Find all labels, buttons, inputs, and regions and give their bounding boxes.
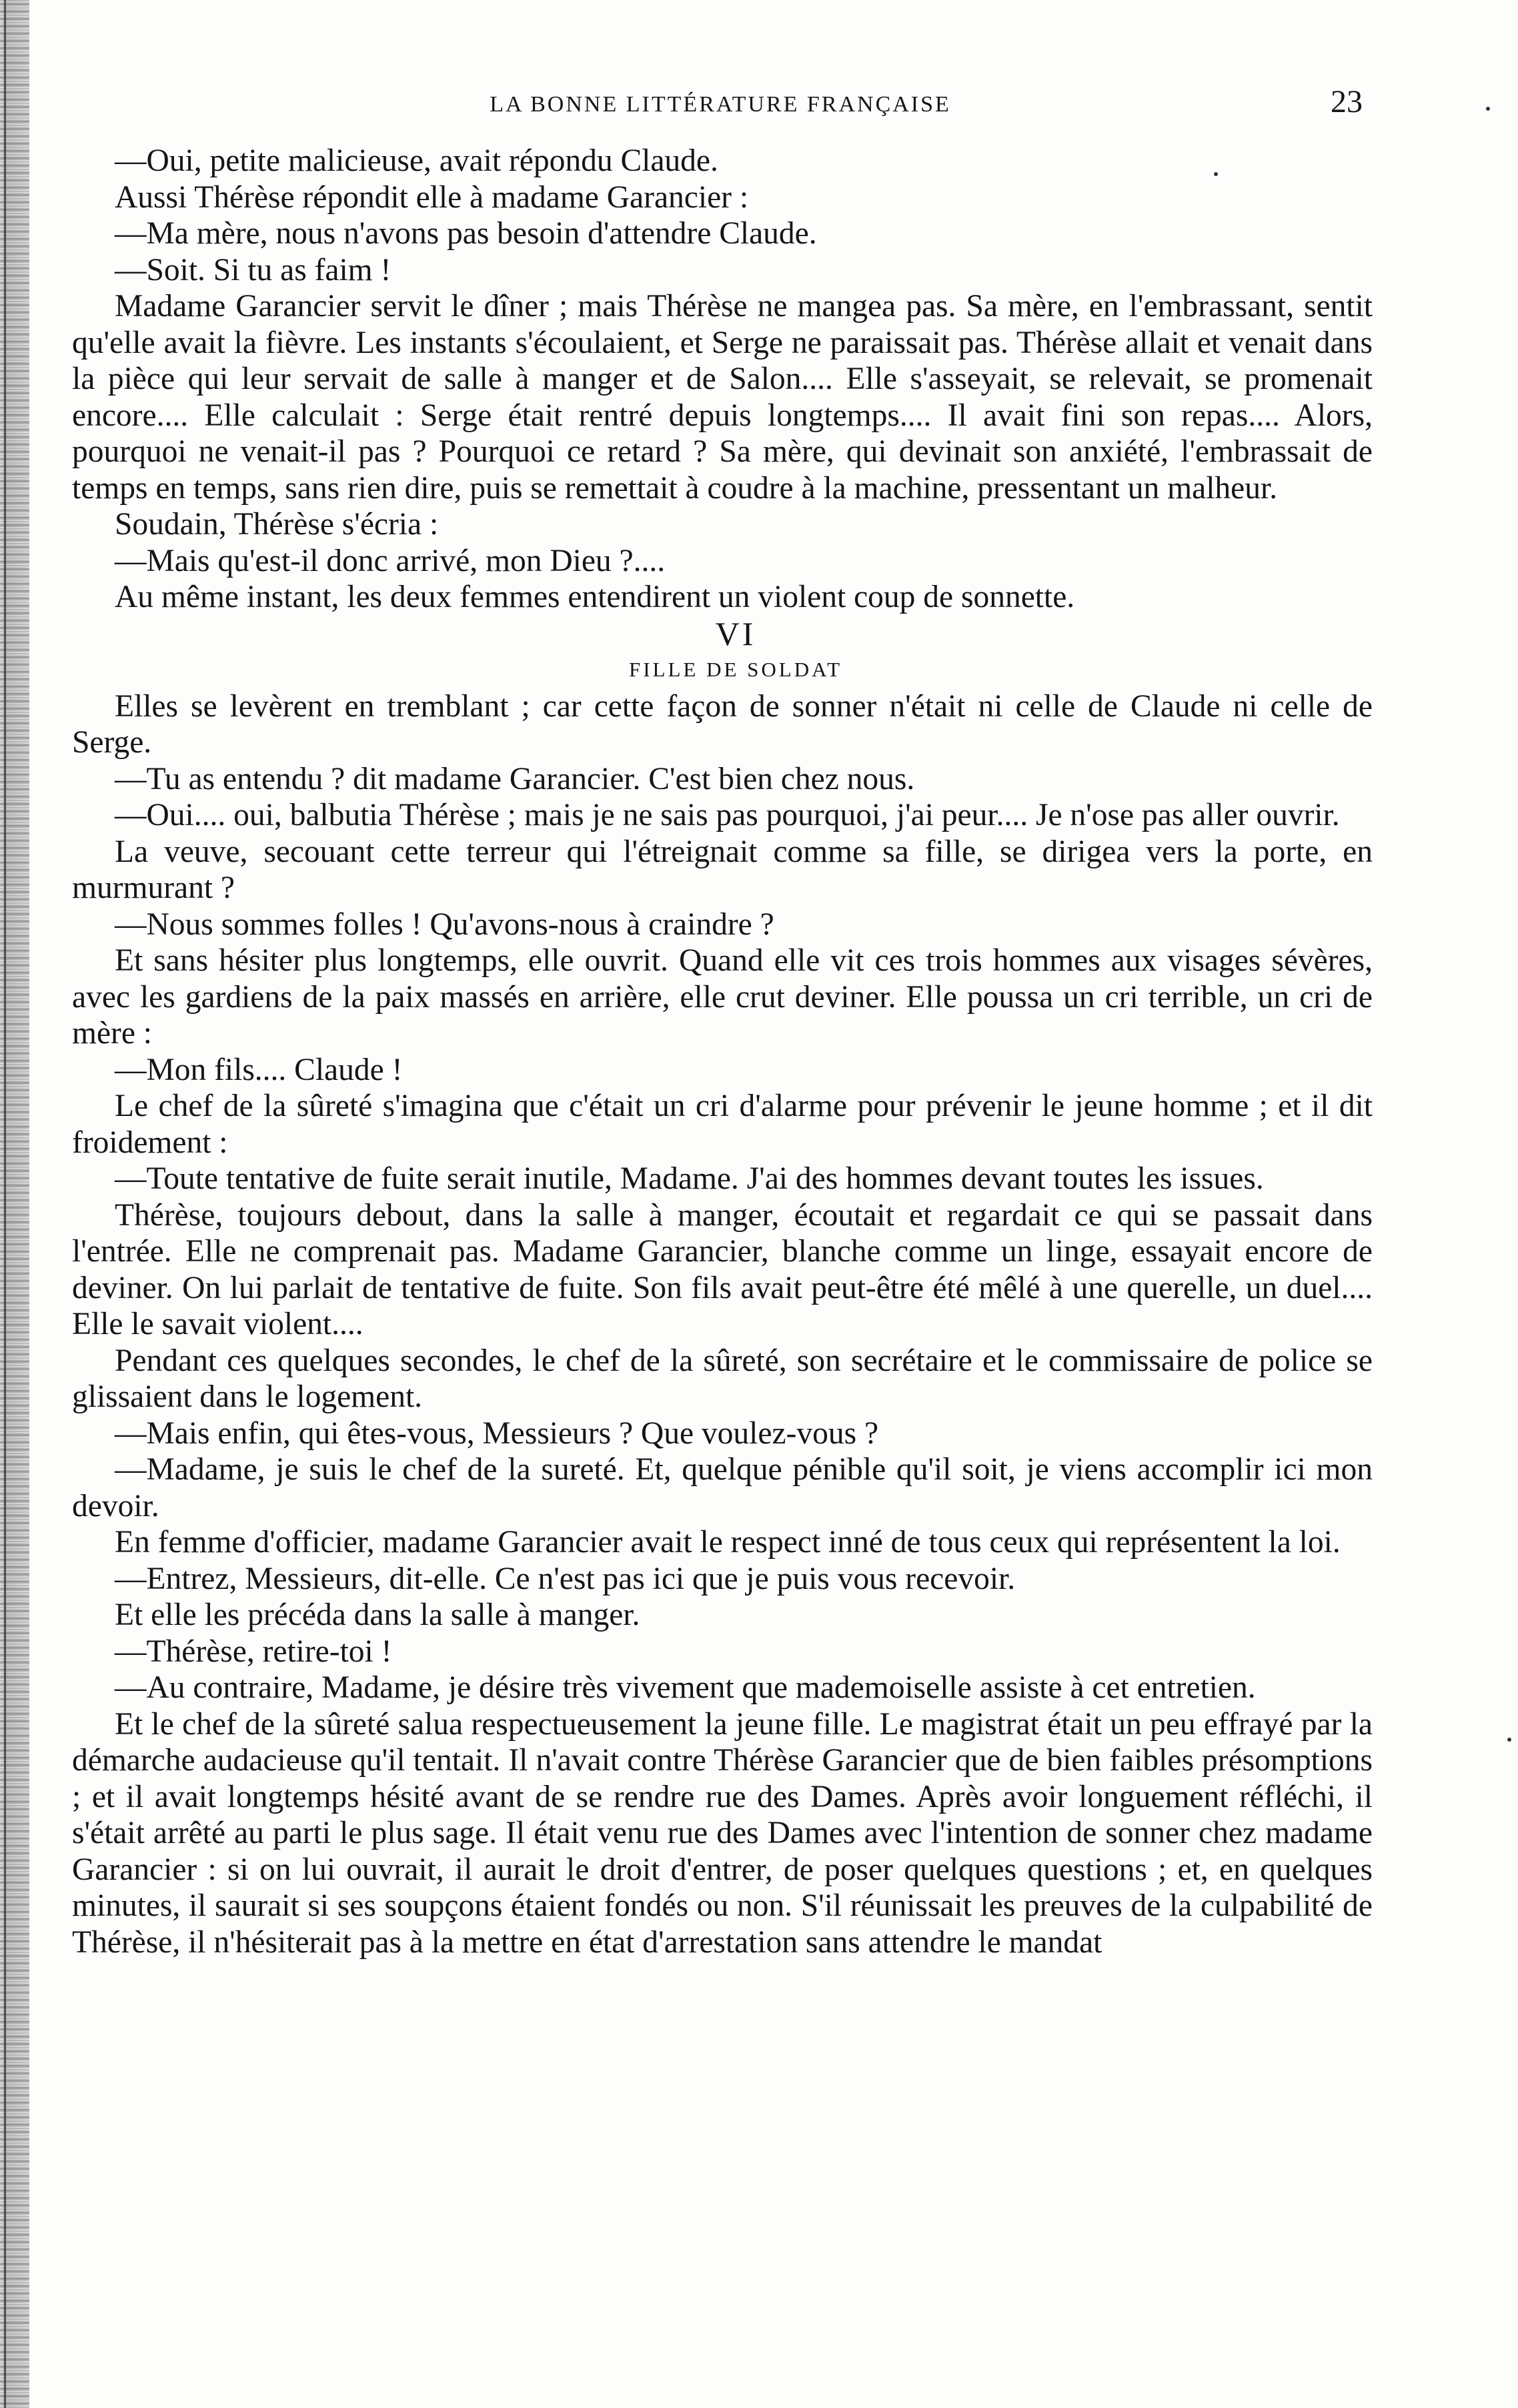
running-header: LA BONNE LITTÉRATURE FRANÇAISE <box>490 92 951 117</box>
paragraph: Pendant ces quelques secondes, le chef de la sûreté, son secrétaire et le commissaire de police se glissaient dans le logement. <box>72 1343 1373 1414</box>
paragraph: Et le chef de la sûreté salua respectueusement la jeune fille. Le magistrat était un peu effrayé par la démarche audacieuse qu'il tentait. Il n'avait contre Thérèse Garancier que de bien faibles présomptions ; et il avait longtemps hésité avant de se rendre rue des Dames. Après avoir longuement réfléchi, il s'était arrêté au parti le plus sage. Il était venu rue des Dames avec l'intention de sonner chez madame Garancier : si on lui ouvrait, il aurait le droit d'entrer, de poser quelques questions ; et, en quelques minutes, il saurait si ses soupçons étaient fondés ou non. S'il réunissait les preuves de la culpabilité de Thérèse, il n'hésiterait pas à la mettre en état d'arrestation sans attendre le mandat <box>72 1706 1373 1960</box>
chapter-number: VI <box>715 614 756 652</box>
paragraph: —Oui.... oui, balbutia Thérèse ; mais je ne sais pas pourquoi, j'ai peur.... Je n'ose pas aller ouvrir. <box>115 798 1340 832</box>
paragraph: Et elle les précéda dans la salle à manger. <box>115 1598 640 1632</box>
paragraph: —Nous sommes folles ! Qu'avons-nous à craindre ? <box>115 907 774 942</box>
speck-mark <box>1486 107 1490 111</box>
paragraph: Au même instant, les deux femmes entendirent un violent coup de sonnette. <box>115 580 1075 614</box>
paragraph: Et sans hésiter plus longtemps, elle ouvrit. Quand elle vit ces trois hommes aux visages sévères, avec les gardiens de la paix massés en arrière, elle crut deviner. Elle poussa un cri terrible, un cri de mère : <box>72 943 1373 1051</box>
paragraph: Aussi Thérèse répondit elle à madame Garancier : <box>115 179 749 215</box>
paragraph: —Soit. Si tu as faim ! <box>115 252 392 287</box>
paragraph: —Entrez, Messieurs, dit-elle. Ce n'est pas ici que je puis vous recevoir. <box>115 1561 1016 1596</box>
paragraph: —Mais qu'est-il donc arrivé, mon Dieu ?.... <box>115 543 666 578</box>
paragraph: Elles se levèrent en tremblant ; car cette façon de sonner n'était ni celle de Claude ni celle de Serge. <box>72 688 1373 760</box>
paragraph: —Oui, petite malicieuse, avait répondu Claude. <box>115 143 718 178</box>
paragraph: La veuve, secouant cette terreur qui l'étreignait comme sa fille, se dirigea vers la porte, en murmurant ? <box>72 834 1373 905</box>
paragraph: —Au contraire, Madame, je désire très vivement que mademoiselle assiste à cet entretien. <box>115 1670 1256 1705</box>
speck-mark <box>1507 1738 1511 1742</box>
paragraph: —Toute tentative de fuite serait inutile, Madame. J'ai des hommes devant toutes les issues. <box>115 1161 1264 1196</box>
paragraph: —Madame, je suis le chef de la sureté. Et, quelque pénible qu'il soit, je viens accomplir ici mon devoir. <box>72 1452 1373 1524</box>
paragraph: Le chef de la sûreté s'imagina que c'était un cri d'alarme pour prévenir le jeune homme ; et il dit froidement : <box>72 1089 1373 1160</box>
paragraph: Soudain, Thérèse s'écria : <box>115 507 439 542</box>
paragraph: —Tu as entendu ? dit madame Garancier. C'est bien chez nous. <box>115 761 915 796</box>
paragraph: Madame Garancier servit le dîner ; mais Thérèse ne mangea pas. Sa mère, en l'embrassant, sentit qu'elle avait la fièvre. Les instants s'écoulaient, et Serge ne paraissait pas. Thérèse allait et venait dans la pièce qui leur servait de salle à manger et de Salon.... Elle s'asseyait, se relevait, se promenait encore.... Elle calculait : Serge était rentré depuis longtemps.... Il avait fini son repas.... Alors, pourquoi ne venait-il pas ? Pourquoi ce retard ? Sa mère, qui devinait son anxiété, l'embrassait de temps en temps, sans rien dire, puis se remettait à coudre à la machine, pressentant un malheur. <box>72 289 1373 506</box>
paragraph: —Thérèse, retire-toi ! <box>115 1634 392 1669</box>
body-text <box>72 143 1373 1960</box>
paragraph: —Mon fils.... Claude ! <box>115 1052 403 1087</box>
paragraph: En femme d'officier, madame Garancier avait le respect inné de tous ceux qui représentent la loi. <box>115 1525 1341 1560</box>
paragraph: Thérèse, toujours debout, dans la salle à manger, écoutait et regardait ce qui se passait dans l'entrée. Elle ne comprenait pas. Madame Garancier, blanche comme un linge, essayait encore de deviner. On lui parlait de tentative de fuite. Son fils avait peut-être été mêlé à une querelle, un duel.... Elle le savait violent.... <box>72 1197 1373 1341</box>
page-number: 23 <box>1331 84 1363 119</box>
chapter-title: FILLE DE SOLDAT <box>628 658 843 681</box>
binding-rule <box>4 0 6 2408</box>
paragraph: —Mais enfin, qui êtes-vous, Messieurs ? Que voulez-vous ? <box>115 1415 879 1451</box>
paragraph: —Ma mère, nous n'avons pas besoin d'attendre Claude. <box>115 216 817 251</box>
